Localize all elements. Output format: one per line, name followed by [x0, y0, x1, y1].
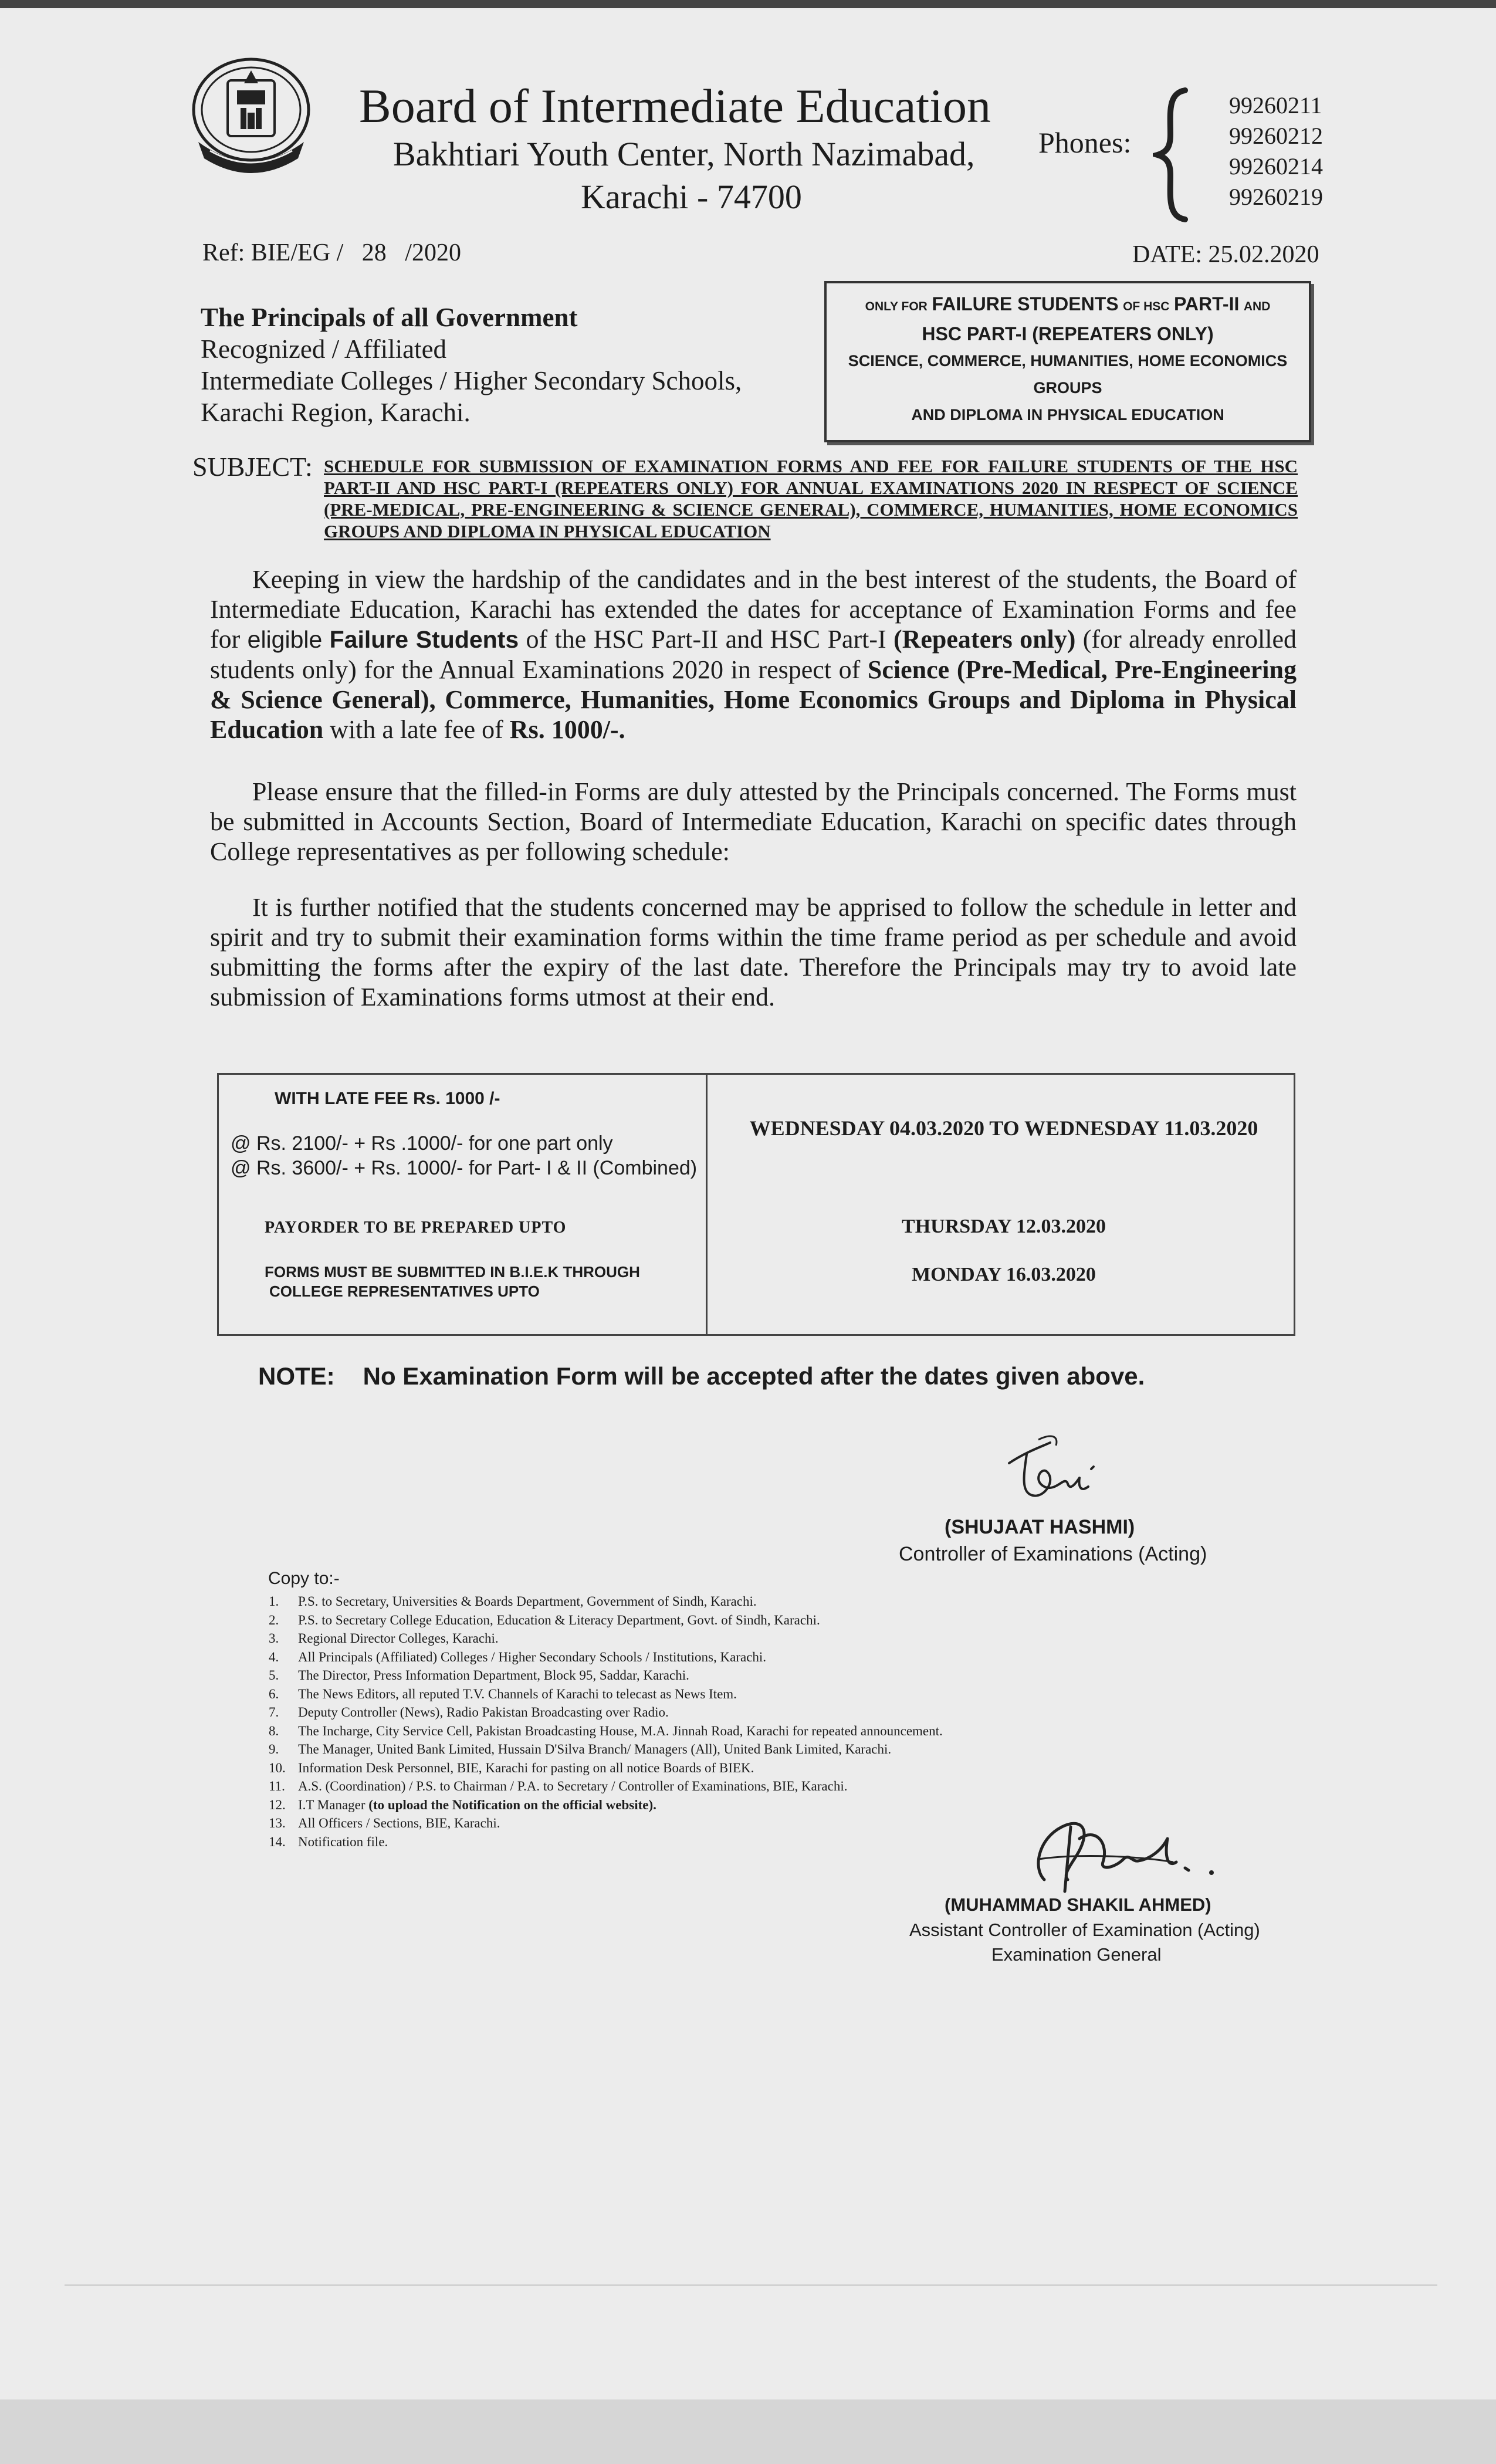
- list-item-text: Information Desk Personnel, BIE, Karachi for pasting on all notice Boards of BIEK.: [298, 1760, 754, 1775]
- note-text: No Examination Form will be accepted after the dates given above.: [363, 1362, 1145, 1390]
- paragraph-text: Failure Students: [329, 626, 519, 653]
- org-name: Board of Intermediate Education: [359, 79, 991, 133]
- phone-number: 99260211: [1229, 92, 1322, 119]
- list-item-number: 12.: [269, 1797, 286, 1812]
- scan-edge-line: [65, 2284, 1437, 2286]
- org-address-line2: Karachi - 74700: [581, 178, 802, 216]
- list-item-number: 10.: [269, 1760, 286, 1775]
- schedule-table: [217, 1073, 1295, 1336]
- paragraph-text: Keeping in view the hardship of the candidates and in the best interest of the students, the Board of Intermediate Education, Karachi has extended the dates for acceptance of Examination Forms and fee for: [210, 565, 1297, 654]
- addressee-line: Intermediate Colleges / Higher Secondary Schools,: [201, 366, 742, 395]
- signatory-title: Assistant Controller of Examination (Acting): [909, 1920, 1260, 1940]
- list-item: [269, 1611, 1149, 1630]
- category-text: AND: [1243, 300, 1271, 313]
- category-line: [827, 290, 1309, 320]
- list-item-text: P.S. to Secretary College Education, Education & Literacy Department, Govt. of Sindh, Karachi.: [298, 1612, 820, 1627]
- list-item-number: 11.: [269, 1779, 285, 1793]
- list-item-text: The Incharge, City Service Cell, Pakistan Broadcasting House, M.A. Jinnah Road, Karachi for repeated announcement.: [298, 1723, 943, 1738]
- paragraph-text: eligible: [247, 626, 323, 653]
- list-item: [269, 1796, 1149, 1815]
- category-text: ONLY FOR: [865, 300, 928, 313]
- category-line: HSC PART-I (REPEATERS ONLY): [922, 323, 1214, 344]
- subject-text: SCHEDULE FOR SUBMISSION OF EXAMINATION FORMS AND FEE FOR FAILURE STUDENTS OF THE HSC PART-II AND HSC PART-I (REPEATERS ONLY) FOR ANNUAL EXAMINATIONS 2020 IN RESPECT OF SCIENCE (PRE-MEDICAL, PRE-ENGINEERING & SCIENCE GENERAL), COMMERCE, HUMANITIES, HOME ECONOMICS GROUPS AND DIPLOMA IN PHYSICAL EDUCATION: [324, 456, 1298, 541]
- submission-label-line: FORMS MUST BE SUBMITTED IN B.I.E.K THROUGH: [265, 1263, 640, 1281]
- subject-label: SUBJECT:: [192, 452, 313, 482]
- list-item: [269, 1703, 1149, 1722]
- signatory-department: Examination General: [991, 1944, 1162, 1965]
- list-item-text: All Principals (Affiliated) Colleges / Higher Secondary Schools / Institutions, Karachi.: [298, 1649, 767, 1664]
- submission-label-line: COLLEGE REPRESENTATIVES UPTO: [269, 1282, 540, 1300]
- list-item-text: I.T Manager: [298, 1797, 369, 1812]
- list-item-number: 2.: [269, 1612, 279, 1627]
- board-seal-logo: [187, 54, 316, 183]
- list-item: [269, 1666, 1149, 1685]
- list-item-text: The Manager, United Bank Limited, Hussain D'Silva Branch/ Managers (All), United Bank Limited, Karachi.: [298, 1742, 892, 1756]
- addressee-line: The Principals of all Government: [201, 303, 578, 332]
- copy-to-list: [269, 1592, 1149, 1851]
- list-item-text: (to upload the Notification on the official website).: [368, 1797, 656, 1812]
- paragraph-text: Rs. 1000/-.: [509, 715, 625, 744]
- list-item: [269, 1814, 1149, 1833]
- list-item: [269, 1777, 1149, 1796]
- paragraph-text: Science (Pre-Medical, Pre-Engineering & Science General), Commerce, Humanities, Home Economics Groups and Diploma in Physical Education: [210, 655, 1297, 744]
- paragraph-text: with a late fee of: [323, 715, 510, 744]
- signatory-title: Controller of Examinations (Acting): [899, 1543, 1207, 1565]
- category-text: FAILURE STUDENTS: [932, 293, 1119, 314]
- list-item: [269, 1722, 1149, 1741]
- list-item-number: 14.: [269, 1834, 286, 1849]
- list-item-text: All Officers / Sections, BIE, Karachi.: [298, 1816, 500, 1830]
- note-label: NOTE:: [258, 1362, 335, 1390]
- table-divider: [706, 1075, 708, 1334]
- list-item-text: Notification file.: [298, 1834, 388, 1849]
- payorder-date: THURSDAY 12.03.2020: [902, 1216, 1106, 1237]
- late-fee-heading: WITH LATE FEE Rs. 1000 /-: [275, 1089, 500, 1108]
- addressee-line: Karachi Region, Karachi.: [201, 398, 471, 427]
- signatory-name: (SHUJAAT HASHMI): [945, 1516, 1135, 1538]
- list-item-number: 1.: [269, 1594, 279, 1609]
- list-item-text: The Director, Press Information Department, Block 95, Saddar, Karachi.: [298, 1668, 689, 1683]
- body-paragraph-2: Please ensure that the filled-in Forms are duly attested by the Principals concerned. The Forms must be submitted in Accounts Section, Board of Intermediate Education, Karachi on specific dates through College representatives as per following schedule:: [210, 777, 1297, 866]
- copy-to-label: Copy to:-: [268, 1569, 340, 1588]
- note: [258, 1362, 1145, 1390]
- list-item: [269, 1648, 1149, 1667]
- submission-label: [265, 1263, 640, 1301]
- list-item-text: The News Editors, all reputed T.V. Channels of Karachi to telecast as News Item.: [298, 1686, 737, 1701]
- letter-date: DATE: 25.02.2020: [1132, 241, 1319, 268]
- phone-number: 99260219: [1229, 184, 1323, 210]
- body-paragraph-3: It is further notified that the students concerned may be apprised to follow the schedule in letter and spirit and try to submit their examination forms within the time frame period as per schedule and avoid submitting the forms after the expiry of the last date. Therefore the Principals may try to avoid late submission of Examinations forms utmost at their end.: [210, 893, 1297, 1011]
- list-item-number: 4.: [269, 1649, 279, 1664]
- paragraph-text: [322, 625, 329, 654]
- category-box: [824, 281, 1311, 442]
- submission-date-range: WEDNESDAY 04.03.2020 TO WEDNESDAY 11.03.2020: [749, 1116, 1258, 1140]
- category-text: PART-II: [1173, 293, 1240, 314]
- final-submission-date: MONDAY 16.03.2020: [912, 1264, 1096, 1285]
- list-item-text: Deputy Controller (News), Radio Pakistan Broadcasting over Radio.: [298, 1705, 669, 1720]
- paragraph-text: (for already enrolled students only) for the Annual Examinations 2020 in respect of: [210, 625, 1297, 684]
- category-text: OF HSC: [1123, 300, 1170, 313]
- signatory-name: (MUHAMMAD SHAKIL AHMED): [945, 1894, 1211, 1915]
- list-item: [269, 1592, 1149, 1611]
- list-item-text: P.S. to Secretary, Universities & Boards Department, Government of Sindh, Karachi.: [298, 1594, 757, 1609]
- category-line: GROUPS: [1033, 379, 1102, 397]
- phones-label: Phones:: [1038, 126, 1132, 159]
- category-line: AND DIPLOMA IN PHYSICAL EDUCATION: [911, 406, 1224, 424]
- signature-shujaat-hashmi: [991, 1428, 1103, 1516]
- phone-number: 99260214: [1229, 153, 1323, 180]
- reference-number: Ref: BIE/EG / 28 /2020: [202, 239, 461, 266]
- scan-background: [0, 2399, 1496, 2464]
- fee-combined: @ Rs. 3600/- + Rs. 1000/- for Part- I & II (Combined): [231, 1157, 698, 1179]
- list-item-text: A.S. (Coordination) / P.S. to Chairman / P.A. to Secretary / Controller of Examinations, BIE, Karachi.: [298, 1779, 848, 1793]
- category-line: SCIENCE, COMMERCE, HUMANITIES, HOME ECONOMICS: [848, 352, 1288, 370]
- list-item-number: 6.: [269, 1686, 279, 1701]
- list-item: [269, 1629, 1149, 1648]
- curly-brace-icon: [1153, 87, 1194, 222]
- list-item-number: 8.: [269, 1723, 279, 1738]
- fee-one-part: @ Rs. 2100/- + Rs .1000/- for one part only: [231, 1132, 613, 1155]
- signature-shakil-ahmed: [1021, 1803, 1232, 1897]
- paragraph-text: (Repeaters only): [893, 625, 1076, 654]
- addressee-line: Recognized / Affiliated: [201, 334, 447, 364]
- list-item-text: Regional Director Colleges, Karachi.: [298, 1631, 499, 1646]
- body-paragraph-1: [210, 564, 1297, 744]
- list-item: [269, 1685, 1149, 1704]
- payorder-label: PAYORDER TO BE PREPARED UPTO: [265, 1219, 567, 1237]
- list-item: [269, 1833, 1149, 1852]
- addressee-block: [201, 302, 742, 428]
- list-item: [269, 1759, 1149, 1778]
- phone-number: 99260212: [1229, 123, 1323, 149]
- list-item-number: 13.: [269, 1816, 286, 1830]
- phone-numbers: [1229, 90, 1323, 212]
- paragraph-text: of the HSC Part-II and HSC Part-I: [519, 625, 893, 654]
- list-item-number: 5.: [269, 1668, 279, 1683]
- list-item-number: 7.: [269, 1705, 279, 1720]
- list-item-number: 3.: [269, 1631, 279, 1646]
- list-item: [269, 1740, 1149, 1759]
- org-address-line1: Bakhtiari Youth Center, North Nazimabad,: [393, 135, 975, 173]
- list-item-number: 9.: [269, 1742, 279, 1756]
